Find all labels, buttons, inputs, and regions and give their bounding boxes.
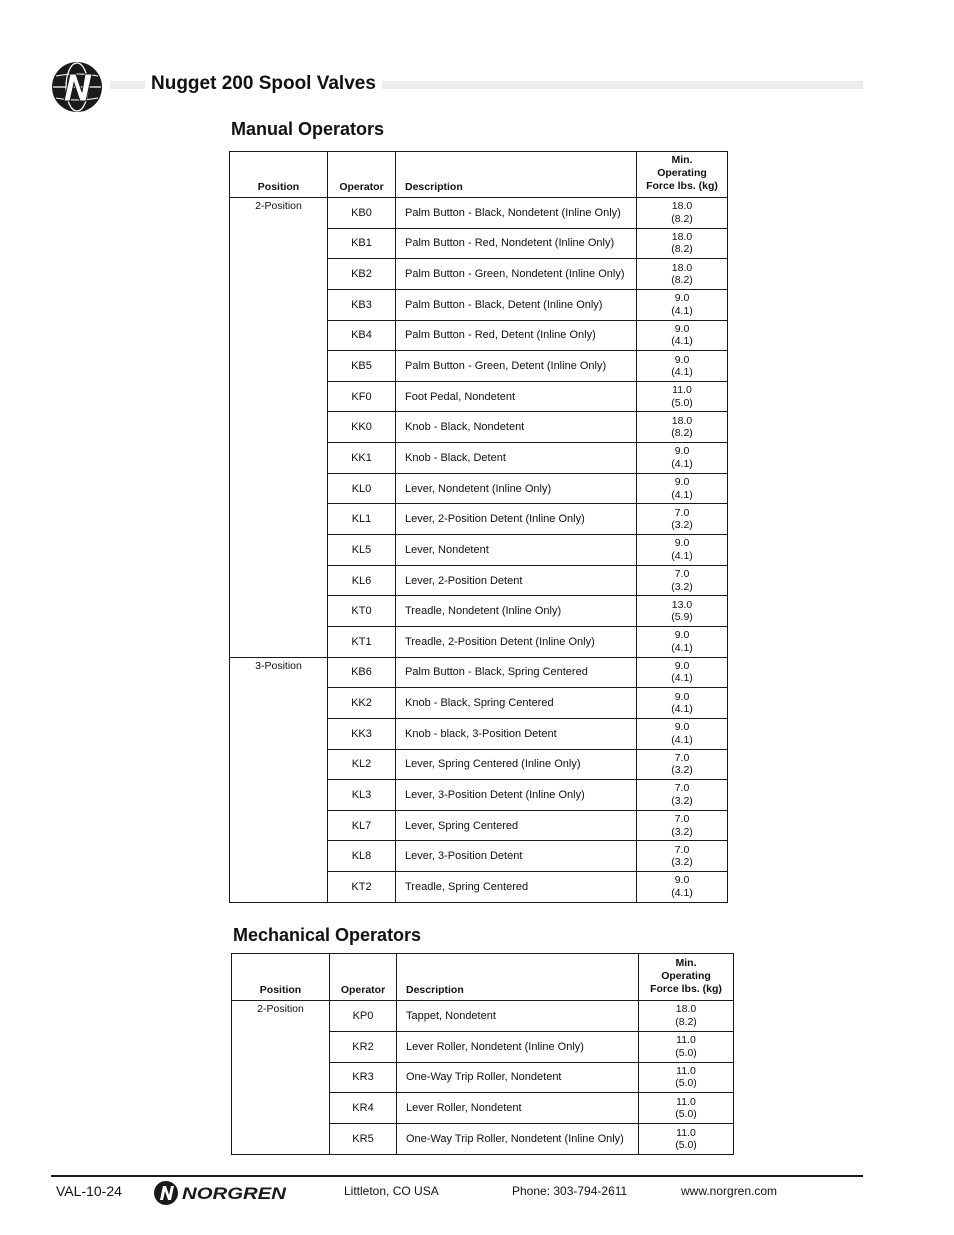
force-cell xyxy=(637,626,728,657)
force-lbs: 18.0 xyxy=(671,414,693,427)
force-cell xyxy=(637,718,728,749)
force-cell xyxy=(637,504,728,535)
force-cell xyxy=(637,381,728,412)
operator-cell: KR4 xyxy=(330,1093,397,1124)
force-cell xyxy=(637,228,728,259)
force-kg: (3.2) xyxy=(671,580,693,593)
description-cell: Palm Button - Green, Detent (Inline Only) xyxy=(396,351,637,382)
description-cell: Lever, Spring Centered (Inline Only) xyxy=(396,749,637,780)
operator-cell: KK3 xyxy=(328,718,396,749)
force-lbs: 9.0 xyxy=(674,322,690,335)
manual-operators-table xyxy=(229,151,728,903)
column-header-operator: Operator xyxy=(328,152,396,198)
operator-cell: KB3 xyxy=(328,289,396,320)
force-lbs: 7.0 xyxy=(674,751,690,764)
mechanical-operators-table xyxy=(231,953,734,1155)
force-cell xyxy=(639,1001,734,1032)
force-lbs: 11.0 xyxy=(672,384,692,397)
description-cell: Tappet, Nondetent xyxy=(397,1001,639,1032)
force-kg: (4.1) xyxy=(671,733,693,746)
description-cell: Palm Button - Green, Nondetent (Inline Only) xyxy=(396,259,637,290)
description-cell: Lever, 2-Position Detent xyxy=(396,565,637,596)
column-header-position: Position xyxy=(230,152,328,198)
operator-cell: KR2 xyxy=(330,1031,397,1062)
force-lbs: 9.0 xyxy=(674,292,690,305)
force-kg: (8.2) xyxy=(671,243,693,256)
force-lbs: 9.0 xyxy=(674,445,690,458)
force-cell xyxy=(637,473,728,504)
force-kg: (4.1) xyxy=(671,335,693,348)
table-header-row xyxy=(230,152,728,198)
norgren-globe-logo-icon xyxy=(51,61,103,113)
operator-cell: KL3 xyxy=(328,780,396,811)
force-lbs: 18.0 xyxy=(671,230,693,243)
force-kg: (3.2) xyxy=(671,825,693,838)
force-lbs: 18.0 xyxy=(675,1003,697,1016)
mechanical-operators-title: Mechanical Operators xyxy=(233,925,422,945)
force-lbs: 9.0 xyxy=(674,659,690,672)
operator-cell: KL5 xyxy=(328,535,396,566)
description-cell: Palm Button - Red, Detent (Inline Only) xyxy=(396,320,637,351)
operator-cell: KL0 xyxy=(328,473,396,504)
description-cell: Palm Button - Red, Nondetent (Inline Only) xyxy=(396,228,637,259)
column-header-description: Description xyxy=(397,954,639,1001)
operator-cell: KT2 xyxy=(328,872,396,903)
force-cell xyxy=(637,259,728,290)
description-cell: Treadle, 2-Position Detent (Inline Only) xyxy=(396,626,637,657)
force-kg: (8.2) xyxy=(675,1015,697,1028)
column-header-force: Min. Operating Force lbs. (kg) xyxy=(637,152,728,198)
force-kg: (5.0) xyxy=(675,1108,697,1121)
operator-cell: KK1 xyxy=(328,443,396,474)
force-cell xyxy=(637,565,728,596)
force-kg: (4.1) xyxy=(671,703,693,716)
force-cell xyxy=(637,535,728,566)
table-body xyxy=(230,198,728,903)
force-kg: (4.1) xyxy=(671,886,693,899)
operator-cell: KL8 xyxy=(328,841,396,872)
force-kg: (3.2) xyxy=(671,519,693,532)
footer-rule xyxy=(51,1175,863,1177)
force-cell xyxy=(637,412,728,443)
footer-phone: Phone: 303-794-2611 xyxy=(512,1184,628,1198)
force-cell xyxy=(637,688,728,719)
force-cell xyxy=(637,351,728,382)
operator-cell: KB2 xyxy=(328,259,396,290)
table-header-row xyxy=(232,954,734,1001)
description-cell: Knob - Black, Nondetent xyxy=(396,412,637,443)
force-lbs: 18.0 xyxy=(671,200,693,213)
force-kg: (5.9) xyxy=(671,611,693,624)
force-cell xyxy=(637,749,728,780)
operator-cell: KL6 xyxy=(328,565,396,596)
operator-cell: KB5 xyxy=(328,351,396,382)
description-cell: Knob - Black, Spring Centered xyxy=(396,688,637,719)
operator-cell: KR5 xyxy=(330,1124,397,1155)
force-cell xyxy=(639,1031,734,1062)
table-body xyxy=(232,1001,734,1155)
force-kg: (3.2) xyxy=(671,856,693,869)
force-lbs: 7.0 xyxy=(674,506,690,519)
description-cell: Lever, 3-Position Detent xyxy=(396,841,637,872)
description-cell: Knob - Black, Detent xyxy=(396,443,637,474)
operator-cell: KL2 xyxy=(328,749,396,780)
force-kg: (4.1) xyxy=(671,366,693,379)
force-lbs: 9.0 xyxy=(674,537,690,550)
description-cell: Palm Button - Black, Detent (Inline Only) xyxy=(396,289,637,320)
description-cell: Lever, Nondetent (Inline Only) xyxy=(396,473,637,504)
description-cell: One-Way Trip Roller, Nondetent (Inline Only) xyxy=(397,1124,639,1155)
operator-cell: KT1 xyxy=(328,626,396,657)
force-cell xyxy=(637,657,728,688)
force-lbs: 7.0 xyxy=(674,782,690,795)
force-kg: (3.2) xyxy=(671,764,693,777)
column-header-force: Min. Operating Force lbs. (kg) xyxy=(639,954,734,1001)
force-lbs: 11.0 xyxy=(676,1126,696,1139)
position-cell: 3-Position xyxy=(230,657,328,902)
force-kg: (4.1) xyxy=(671,304,693,317)
force-kg: (5.0) xyxy=(675,1077,697,1090)
force-lbs: 11.0 xyxy=(676,1034,696,1047)
description-cell: Lever, Nondetent xyxy=(396,535,637,566)
operator-cell: KK2 xyxy=(328,688,396,719)
position-cell: 2-Position xyxy=(232,1001,330,1155)
force-lbs: 7.0 xyxy=(674,568,690,580)
force-kg: (4.1) xyxy=(671,488,693,501)
description-cell: Lever Roller, Nondetent xyxy=(397,1093,639,1124)
operator-cell: KL7 xyxy=(328,810,396,841)
description-cell: Palm Button - Black, Spring Centered xyxy=(396,657,637,688)
norgren-n-logo-icon xyxy=(154,1181,178,1205)
operator-cell: KB4 xyxy=(328,320,396,351)
column-header-position: Position xyxy=(232,954,330,1001)
operator-cell: KB0 xyxy=(328,198,396,229)
description-cell: Lever, 2-Position Detent (Inline Only) xyxy=(396,504,637,535)
table-row xyxy=(232,1001,734,1032)
force-cell xyxy=(637,198,728,229)
force-cell xyxy=(637,780,728,811)
table-row xyxy=(230,657,728,688)
force-cell xyxy=(637,443,728,474)
force-cell xyxy=(639,1124,734,1155)
force-kg: (3.2) xyxy=(671,794,693,807)
force-kg: (8.2) xyxy=(671,274,693,287)
footer-location: Littleton, CO USA xyxy=(344,1184,439,1198)
description-cell: Foot Pedal, Nondetent xyxy=(396,381,637,412)
operator-cell: KP0 xyxy=(330,1001,397,1032)
force-lbs: 9.0 xyxy=(674,476,690,489)
column-header-description: Description xyxy=(396,152,637,198)
description-cell: Treadle, Nondetent (Inline Only) xyxy=(396,596,637,627)
description-cell: Knob - black, 3-Position Detent xyxy=(396,718,637,749)
force-cell xyxy=(637,289,728,320)
position-cell: 2-Position xyxy=(230,198,328,658)
description-cell: Palm Button - Black, Nondetent (Inline Only) xyxy=(396,198,637,229)
force-lbs: 9.0 xyxy=(674,874,690,887)
force-cell xyxy=(637,841,728,872)
force-cell xyxy=(639,1062,734,1093)
force-lbs: 9.0 xyxy=(674,353,690,366)
force-kg: (4.1) xyxy=(671,641,693,654)
force-kg: (5.0) xyxy=(675,1046,697,1059)
force-cell xyxy=(637,872,728,903)
force-kg: (8.2) xyxy=(671,212,693,225)
description-cell: Lever Roller, Nondetent (Inline Only) xyxy=(397,1031,639,1062)
force-lbs: 7.0 xyxy=(674,813,690,826)
operator-cell: KR3 xyxy=(330,1062,397,1093)
operator-cell: KF0 xyxy=(328,381,396,412)
force-lbs: 11.0 xyxy=(676,1064,696,1077)
operator-cell: KB1 xyxy=(328,228,396,259)
description-cell: Treadle, Spring Centered xyxy=(396,872,637,903)
operator-cell: KL1 xyxy=(328,504,396,535)
force-cell xyxy=(639,1093,734,1124)
manual-operators-title: Manual Operators xyxy=(231,119,385,139)
norgren-brand-logo xyxy=(153,1180,287,1206)
description-cell: One-Way Trip Roller, Nondetent xyxy=(397,1062,639,1093)
force-cell xyxy=(637,320,728,351)
force-lbs: 18.0 xyxy=(671,261,693,274)
force-kg: (5.0) xyxy=(671,396,693,409)
force-lbs: 13.0 xyxy=(671,598,693,611)
column-header-operator: Operator xyxy=(330,954,397,1001)
operator-cell: KB6 xyxy=(328,657,396,688)
force-lbs: 9.0 xyxy=(674,690,690,703)
force-kg: (8.2) xyxy=(671,427,693,440)
page-title: Nugget 200 Spool Valves xyxy=(145,72,382,96)
brand-wordmark: NORGREN xyxy=(182,1184,287,1203)
page-code: VAL-10-24 xyxy=(56,1183,122,1199)
force-lbs: 7.0 xyxy=(674,843,690,856)
operator-cell: KT0 xyxy=(328,596,396,627)
force-cell xyxy=(637,810,728,841)
footer-website[interactable]: www.norgren.com xyxy=(681,1184,778,1198)
force-lbs: 9.0 xyxy=(674,629,690,642)
force-kg: (4.1) xyxy=(671,549,693,562)
force-kg: (5.0) xyxy=(675,1139,697,1152)
force-lbs: 11.0 xyxy=(676,1095,696,1108)
force-lbs: 9.0 xyxy=(674,721,690,734)
force-kg: (4.1) xyxy=(671,672,693,685)
operator-cell: KK0 xyxy=(328,412,396,443)
force-cell xyxy=(637,596,728,627)
description-cell: Lever, Spring Centered xyxy=(396,810,637,841)
table-row xyxy=(230,198,728,229)
description-cell: Lever, 3-Position Detent (Inline Only) xyxy=(396,780,637,811)
force-kg: (4.1) xyxy=(671,457,693,470)
